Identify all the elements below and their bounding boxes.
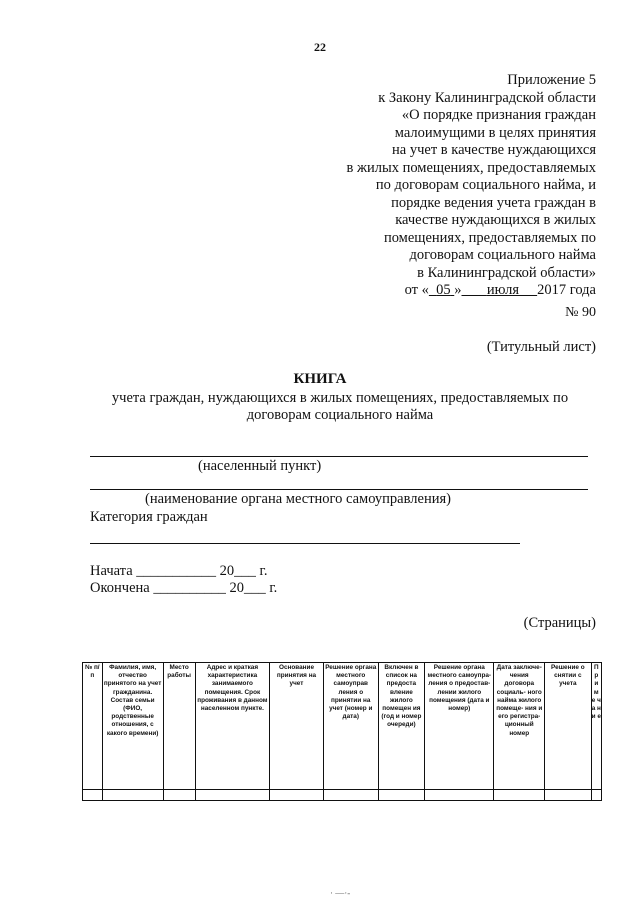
category-label: Категория граждан <box>90 509 208 525</box>
table-cell <box>494 790 545 801</box>
table-header: П р и м е ч а н и е <box>591 663 601 790</box>
scan-mark: · —·- <box>330 888 351 898</box>
book-subtitle: учета граждан, нуждающихся в жилых помещениях, предоставляемых по договорам социального найма <box>111 390 569 423</box>
table-header: Адрес и краткая характеристика занимаемого помещения. Срок проживания в данном населенном пункте. <box>195 663 269 790</box>
date-mid: » <box>454 282 462 298</box>
appendix-line: Приложение 5 <box>507 72 596 88</box>
table-cell <box>83 790 103 801</box>
locality-caption: (населенный пункт) <box>198 458 322 474</box>
appendix-line: в Калининградской области» <box>417 264 596 281</box>
table-header: Дата заключе- чения договора социаль- ного найма жилого помеще- ния и его регистра- ционный номер <box>494 663 545 790</box>
table-row <box>83 790 602 801</box>
table-cell <box>591 790 601 801</box>
table-cell <box>323 790 378 801</box>
register-table <box>82 662 602 801</box>
locality-line <box>90 456 588 457</box>
table-header-row <box>83 663 602 790</box>
table-header: Решение органа местного самоупра- ления о предостав- лении жилого помещения (дата и номер) <box>425 663 494 790</box>
table-header: Включен в список на предоста вление жилого помещен ия (год и номер очереди) <box>378 663 425 790</box>
category-line <box>90 543 520 544</box>
table-header: № п/п <box>83 663 103 790</box>
date-prefix: от « <box>404 282 429 298</box>
date-year: 2017 года <box>537 282 596 298</box>
law-number: № 90 <box>565 305 596 320</box>
started-field: Начата ___________ 20___ г. <box>90 563 268 579</box>
table-header: Фамилия, имя, отчество принятого на учет гражданина. Состав семьи (ФИО, родственные отношения, с какого времени) <box>102 663 163 790</box>
appendix-block <box>346 72 596 300</box>
table-cell <box>545 790 592 801</box>
ended-field: Окончена __________ 20___ г. <box>90 580 278 596</box>
table-cell <box>195 790 269 801</box>
date-month: июля <box>486 282 520 298</box>
table-cell <box>102 790 163 801</box>
authority-caption: (наименование органа местного самоуправления) <box>145 491 451 507</box>
appendix-line: порядке ведения учета граждан в <box>391 194 596 211</box>
appendix-line: помещениях, предоставляемых по <box>383 229 596 246</box>
authority-line <box>90 489 588 490</box>
appendix-line: по договорам социального найма, и <box>375 177 596 193</box>
appendix-line: «О порядке признания граждан <box>401 107 596 123</box>
book-title: КНИГА <box>293 371 347 387</box>
date-day: 05 <box>436 282 451 298</box>
table-cell <box>425 790 494 801</box>
table-header: Основание принятия на учет <box>270 663 324 790</box>
pages-label: (Страницы) <box>523 615 596 631</box>
appendix-line: на учет в качестве нуждающихся <box>392 142 596 158</box>
table-cell <box>270 790 324 801</box>
appendix-line: в жилых помещениях, предоставляемых <box>346 159 596 176</box>
table-header: Место работы <box>163 663 195 790</box>
appendix-line: качестве нуждающихся в жилых <box>395 212 596 228</box>
table-cell <box>378 790 425 801</box>
table-header: Решение о снятии с учета <box>545 663 592 790</box>
page-number: 22 <box>314 40 326 54</box>
title-sheet-label: (Титульный лист) <box>486 339 596 355</box>
appendix-line: к Закону Калининградской области <box>378 89 596 106</box>
law-date <box>346 282 596 300</box>
table-cell <box>163 790 195 801</box>
appendix-line: договорам социального найма <box>409 247 596 263</box>
appendix-line: малоимущими в целях принятия <box>394 124 596 141</box>
table-header: Решение органа местного самоуправ ления о принятии на учет (номер и дата) <box>323 663 378 790</box>
